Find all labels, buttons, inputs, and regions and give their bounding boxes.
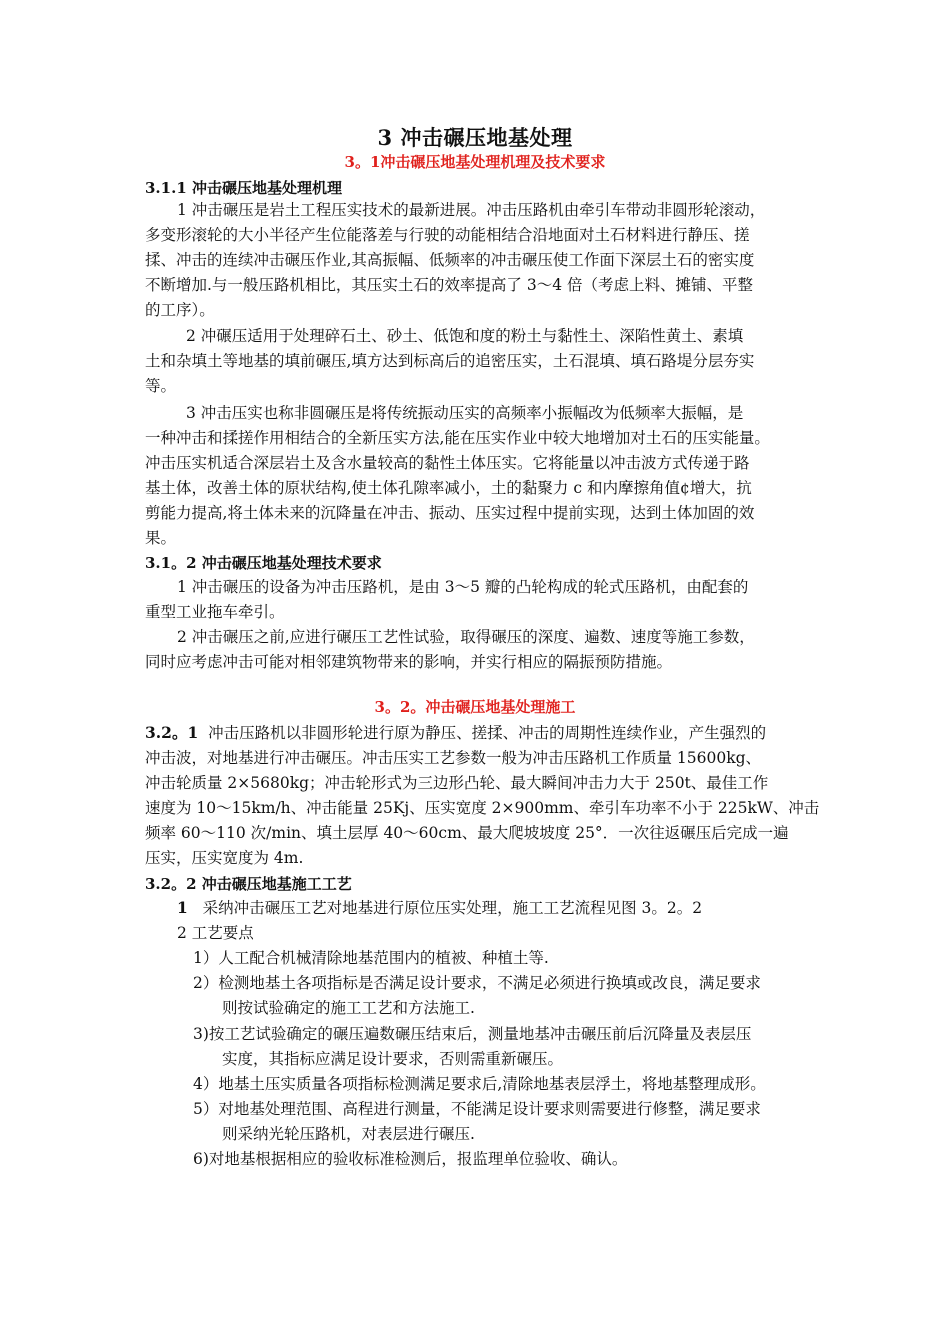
heading-3-1-1: 3.1.1 冲击碾压地基处理机理 — [145, 179, 342, 197]
paragraph-line: 频率 60～110 次/min、填土层厚 40～60cm、最大爬坡坡度 25°．一次往返碾压后完成一遍 — [145, 824, 789, 842]
paragraph-line: 揉、冲击的连续冲击碾压作业,其高振幅、低频率的冲击碾压使工作面下深层土石的密实度 — [145, 251, 755, 269]
paragraph-line: 1 冲击碾压的设备为冲击压路机，是由 3～5 瓣的凸轮构成的轮式压路机，由配套的 — [177, 578, 749, 596]
paragraph-line: 不断增加.与一般压路机相比，其压实土石的效率提高了 3～4 倍（考虑上料、摊铺、平整 — [145, 276, 754, 294]
list-item: 3)按工艺试验确定的碾压遍数碾压结束后，测量地基冲击碾压前后沉降量及表层压 — [193, 1025, 752, 1043]
paragraph-line: 同时应考虑冲击可能对相邻建筑物带来的影响，并实行相应的隔振预防措施。 — [145, 653, 673, 671]
list-item-continuation: 实度，其指标应满足设计要求，否则需重新碾压。 — [222, 1050, 564, 1068]
paragraph-line: 压实，压实宽度为 4m. — [145, 849, 304, 867]
paragraph-line: 1 冲击碾压是岩土工程压实技术的最新进展。冲击压路机由牵引车带动非圆形轮滚动， — [177, 201, 766, 219]
list-item-continuation: 则采纳光轮压路机，对表层进行碾压. — [222, 1125, 475, 1143]
paragraph-line: 冲击波，对地基进行冲击碾压。冲击压实工艺参数一般为冲击压路机工作质量 15600kg、 — [145, 749, 762, 767]
section-3-1-title: 3。1冲击碾压地基处理机理及技术要求 — [344, 153, 606, 171]
list-item: 6)对地基根据相应的验收标准检测后，报监理单位验收、确认。 — [193, 1150, 628, 1168]
paragraph-line: 3 冲击压实也称非圆碾压是将传统振动压实的高频率小振幅改为低频率大振幅，是 — [186, 404, 744, 422]
list-item: 2）检测地基土各项指标是否满足设计要求，不满足必须进行换填或改良，满足要求 — [193, 974, 761, 992]
clause-text: 冲击压路机以非圆形轮进行原为静压、搓揉、冲击的周期性连续作业，产生强烈的 — [208, 724, 767, 742]
paragraph-line: 果。 — [145, 529, 177, 547]
paragraph-line: 冲击压实机适合深层岩土及含水量较高的黏性土体压实。它将能量以冲击波方式传递于路 — [145, 454, 750, 472]
paragraph-line: 等。 — [145, 377, 177, 395]
section-3-2-title: 3。2。冲击碾压地基处理施工 — [374, 698, 576, 716]
paragraph-line: 的工序）。 — [145, 301, 215, 319]
paragraph-line: 基土体，改善土体的原状结构,使土体孔隙率减小，土的黏聚力 c 和内摩擦角值¢增大，抗 — [145, 479, 752, 497]
paragraph-line: 土和杂填土等地基的填前碾压,填方达到标高后的追密压实，土石混填、填石路堤分层夯实 — [145, 352, 755, 370]
list-item: 1）人工配合机械清除地基范围内的植被、种植土等. — [193, 949, 549, 967]
heading-3-2-2: 3.2。2 冲击碾压地基施工工艺 — [145, 875, 352, 893]
paragraph-line: 一种冲击和揉搓作用相结合的全新压实方法,能在压实作业中较大地增加对土石的压实能量。 — [145, 429, 770, 447]
paragraph-line: 2 工艺要点 — [177, 924, 254, 942]
step-text: 采纳冲击碾压工艺对地基进行原位压实处理，施工工艺流程见图 3。2。2 — [202, 899, 703, 917]
chapter-title: 3 冲击碾压地基处理 — [377, 125, 573, 150]
step-number: 1 — [177, 898, 188, 917]
paragraph-line: 剪能力提高,将土体未来的沉降量在冲击、振动、压实过程中提前实现，达到土体加固的效 — [145, 504, 755, 522]
paragraph-line: 速度为 10～15km/h、冲击能量 25Kj、压实宽度 2×900mm、牵引车功率不小于 225kW、冲击 — [145, 799, 820, 817]
list-item: 5）对地基处理范围、高程进行测量，不能满足设计要求则需要进行修整，满足要求 — [193, 1100, 761, 1118]
paragraph-line — [145, 722, 766, 744]
paragraph-line: 2 冲碾压适用于处理碎石土、砂土、低饱和度的粉土与黏性土、深陷性黄土、素填 — [186, 327, 744, 345]
paragraph-line: 多变形滚轮的大小半径产生位能落差与行驶的动能相结合沿地面对土石材料进行静压、搓 — [145, 226, 750, 244]
heading-3-1-2: 3.1。2 冲击碾压地基处理技术要求 — [145, 554, 382, 572]
list-item: 4）地基土压实质量各项指标检测满足要求后,清除地基表层浮土，将地基整理成形。 — [193, 1075, 766, 1093]
clause-number: 3.2。1 — [145, 723, 199, 742]
list-item-continuation: 则按试验确定的施工工艺和方法施工. — [222, 999, 475, 1017]
paragraph-line — [177, 897, 702, 919]
paragraph-line: 2 冲击碾压之前,应进行碾压工艺性试验，取得碾压的深度、遍数、速度等施工参数， — [177, 628, 755, 646]
paragraph-line: 重型工业拖车牵引。 — [145, 603, 285, 621]
paragraph-line: 冲击轮质量 2×5680kg；冲击轮形式为三边形凸轮、最大瞬间冲击力大于 250t、最佳工作 — [145, 774, 769, 792]
